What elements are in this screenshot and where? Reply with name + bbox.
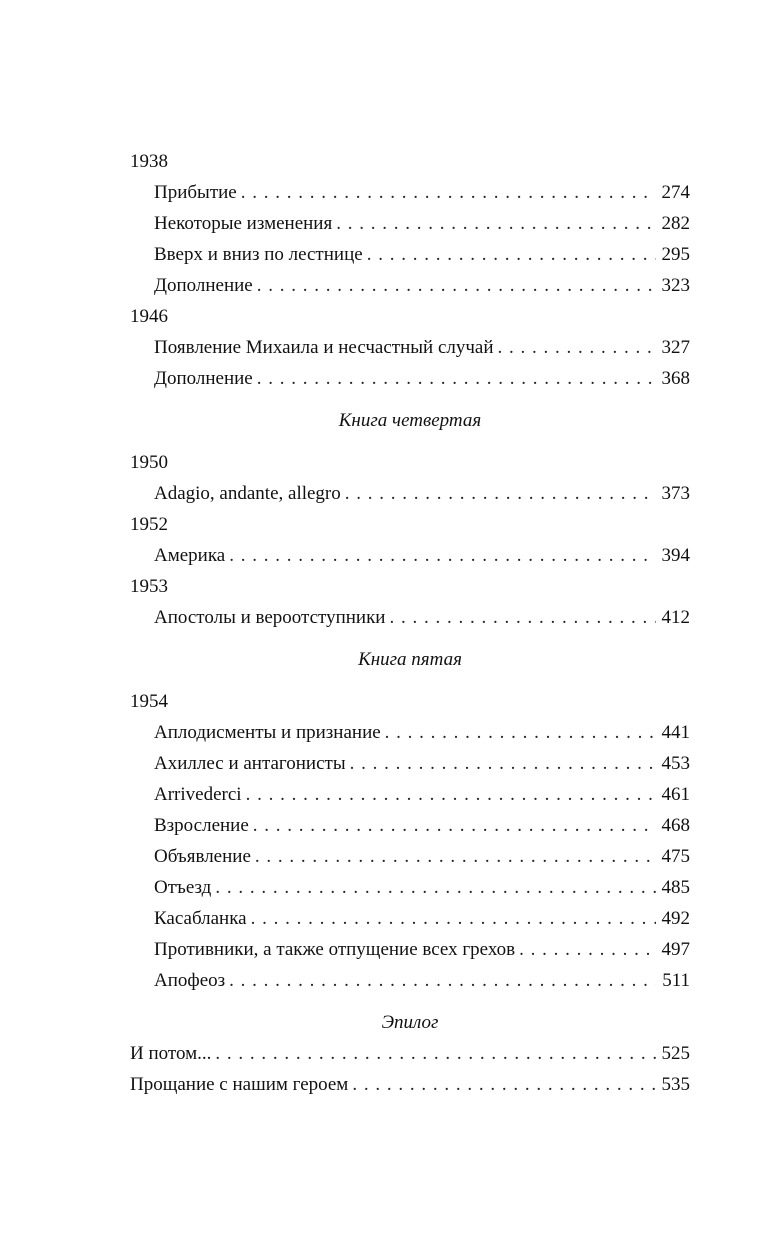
entry-page: 535: [661, 1074, 690, 1095]
toc-entry[interactable]: [130, 872, 690, 903]
entry-title: Взросление: [154, 810, 253, 841]
dot-leader: [241, 177, 656, 208]
year-heading: 1952: [130, 514, 168, 535]
entry-page: 468: [661, 815, 690, 836]
entry-page: 492: [661, 908, 690, 929]
year-heading: 1938: [130, 151, 168, 172]
entry-title: Апофеоз: [154, 965, 229, 996]
entry-title: Прощание с нашим героем: [130, 1069, 352, 1100]
entry-title: Аплодисменты и признание: [154, 717, 385, 748]
dot-leader: [519, 934, 655, 965]
entry-page: 475: [661, 846, 690, 867]
table-of-contents: [130, 146, 690, 1100]
entry-page: 295: [661, 244, 690, 265]
entry-title: Вверх и вниз по лестнице: [154, 239, 367, 270]
book-heading: Книга пятая: [358, 649, 462, 670]
entry-page: 525: [661, 1043, 690, 1064]
dot-leader: [352, 1069, 655, 1100]
entry-title: Апостолы и вероотступники: [154, 602, 389, 633]
dot-leader: [215, 1038, 655, 1069]
entry-title: Прибытие: [154, 177, 241, 208]
entry-page: 368: [661, 368, 690, 389]
entry-page: 373: [661, 483, 690, 504]
toc-entry[interactable]: [130, 1038, 690, 1069]
year-heading: 1946: [130, 306, 168, 327]
entry-page: 497: [661, 939, 690, 960]
entry-title: Касабланка: [154, 903, 251, 934]
entry-title: Отъезд: [154, 872, 215, 903]
dot-leader: [367, 239, 656, 270]
entry-title: Противники, а также отпущение всех грехов: [154, 934, 519, 965]
entry-page: 461: [661, 784, 690, 805]
toc-entry[interactable]: [130, 540, 690, 571]
entry-title: И потом...: [130, 1038, 215, 1069]
dot-leader: [215, 872, 655, 903]
entry-page: 412: [661, 607, 690, 628]
toc-entry[interactable]: [130, 208, 690, 239]
dot-leader: [251, 903, 656, 934]
entry-title: Arrivederci: [154, 779, 246, 810]
dot-leader: [385, 717, 656, 748]
entry-page: 394: [661, 545, 690, 566]
entry-title: Adagio, andante, allegro: [154, 478, 345, 509]
book-heading: Книга четвертая: [338, 410, 482, 431]
toc-entry[interactable]: [130, 748, 690, 779]
dot-leader: [253, 810, 656, 841]
toc-entry[interactable]: [130, 965, 690, 996]
dot-leader: [350, 748, 656, 779]
dot-leader: [336, 208, 655, 239]
dot-leader: [255, 841, 656, 872]
entry-page: 323: [661, 275, 690, 296]
dot-leader: [246, 779, 656, 810]
toc-entry[interactable]: [130, 177, 690, 208]
toc-entry[interactable]: [130, 810, 690, 841]
entry-title: Ахиллес и антагонисты: [154, 748, 350, 779]
entry-title: Некоторые изменения: [154, 208, 336, 239]
toc-entry[interactable]: [130, 270, 690, 301]
toc-entry[interactable]: [130, 841, 690, 872]
epilogue-heading: Эпилог: [381, 1012, 439, 1033]
dot-leader: [257, 270, 656, 301]
year-heading: 1953: [130, 576, 168, 597]
dot-leader: [229, 965, 656, 996]
toc-entry[interactable]: [130, 332, 690, 363]
entry-page: 282: [661, 213, 690, 234]
entry-page: 453: [661, 753, 690, 774]
dot-leader: [257, 363, 656, 394]
toc-entry[interactable]: [130, 717, 690, 748]
entry-page: 485: [661, 877, 690, 898]
toc-entry[interactable]: [130, 903, 690, 934]
toc-entry[interactable]: [130, 478, 690, 509]
dot-leader: [229, 540, 655, 571]
entry-title: Дополнение: [154, 270, 257, 301]
entry-page: 511: [662, 970, 690, 991]
entry-page: 274: [661, 182, 690, 203]
dot-leader: [389, 602, 655, 633]
entry-title: Объявление: [154, 841, 255, 872]
year-heading: 1950: [130, 452, 168, 473]
entry-title: Дополнение: [154, 363, 257, 394]
entry-title: Америка: [154, 540, 229, 571]
dot-leader: [498, 332, 656, 363]
toc-entry[interactable]: [130, 239, 690, 270]
year-heading: 1954: [130, 691, 168, 712]
toc-entry[interactable]: [130, 1069, 690, 1100]
toc-entry[interactable]: [130, 779, 690, 810]
entry-page: 441: [661, 722, 690, 743]
toc-entry[interactable]: [130, 602, 690, 633]
entry-title: Появление Михаила и несчастный случай: [154, 332, 498, 363]
dot-leader: [345, 478, 656, 509]
toc-entry[interactable]: [130, 934, 690, 965]
toc-entry[interactable]: [130, 363, 690, 394]
entry-page: 327: [661, 337, 690, 358]
